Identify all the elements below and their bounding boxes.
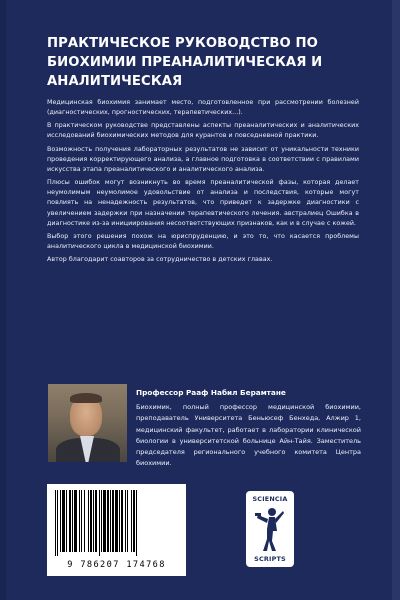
barcode-bar [121,490,123,552]
isbn-barcode [47,484,186,576]
barcode-bar [74,490,77,552]
book-title: ПРАКТИЧЕСКОЕ РУКОВОДСТВО ПО БИОХИМИИ ПРЕАНАЛИТИЧЕСКАЯ И АНАЛИТИЧЕСКАЯ [47,36,323,89]
barcode-bar [99,490,100,556]
barcode-bars [53,490,180,556]
description-paragraph: Плюсы ошибок могут возникнуть во время преаналитической фазы, которая делает неумолимым неумолимое удовольствие от анализа и последствия, которые могут повлиять на ненадежность результатов, что приведет к задержке диагностики с увеличением задержки при назначении терапевтического лечения. австралиец Ошибка в диагностике из-за инициирования несоответствующих признаков, как и в случае с кожей. [47,179,359,227]
barcode-bar [125,490,126,552]
barcode-digits: 9 786207 174768 [67,560,166,570]
barcode-bar [79,490,80,552]
barcode-bar [62,490,65,552]
cover-right-edge [392,0,400,600]
barcode-bar [95,490,97,552]
barcode-bar [103,490,106,552]
description-paragraph: Выбор этого решения похож на юриспруденцию, и это то, что касается проблемы аналитического цикла в медицинской биохимии. [47,232,359,250]
description-paragraph: Автор благодарит соавторов за сотрудничество в детских главах. [47,256,273,264]
barcode-bar [57,490,58,556]
barcode-bar [112,490,114,552]
barcode-bar [110,490,111,552]
author-name: Профессор Рааф Набил Берамтане [136,388,286,397]
barcode-bar [81,490,82,552]
barcode-bar [88,490,89,552]
description-paragraph: Возможность получения лабораторных результатов не зависит от уникальности техники проведения корректирующего анализа, а главное подготовка в соответствии с правилами искусства этапа преаналитического и аналитического анализа. [47,145,359,173]
barcode-bar [72,490,73,552]
author-bio: Биохимик, полный профессор медицинской биохимии, преподаватель Университета Беньюсеф Бенхеда, Алжир 1, медицинский факультет, работает в лаборатории клинической биологии в университетской больнице Айн-Тайя. Заместитель председателя регионального учебного комитета Центра биохимии. [136,403,361,468]
barcode-bar [115,490,118,552]
barcode-bar [119,490,120,552]
author-photo-hair [70,393,102,403]
barcode-bar [60,490,61,552]
scientist-figure-icon [255,505,285,553]
barcode-bar [55,490,56,556]
barcode-bar [66,490,67,552]
description-paragraph: Медицинская биохимия занимает место, подготовленное при рассмотрении болезней (диагностических, прогностических, терапевтических...). [47,99,359,117]
book-description [47,98,359,269]
barcode-bar [93,490,94,552]
barcode-bar [133,490,135,552]
author-photo [48,384,127,462]
barcode-bar [101,490,102,552]
publisher-logo-bottom-text: SCRIPTS [254,555,286,563]
description-paragraph: В практическом руководстве представлены аспекты преаналитических и аналитических исследований биохимических методов для курантов и повседневной практики. [47,122,359,140]
barcode-bar [90,490,92,552]
barcode-bar [69,490,71,552]
barcode-bar [107,490,109,552]
publisher-logo [246,491,294,567]
barcode-bar [84,490,85,552]
barcode-bar [127,490,128,552]
barcode-bar [131,490,132,552]
publisher-logo-top-text: SCIENCIA [252,495,288,503]
barcode-bar [136,490,137,556]
cover-left-edge [0,0,6,600]
